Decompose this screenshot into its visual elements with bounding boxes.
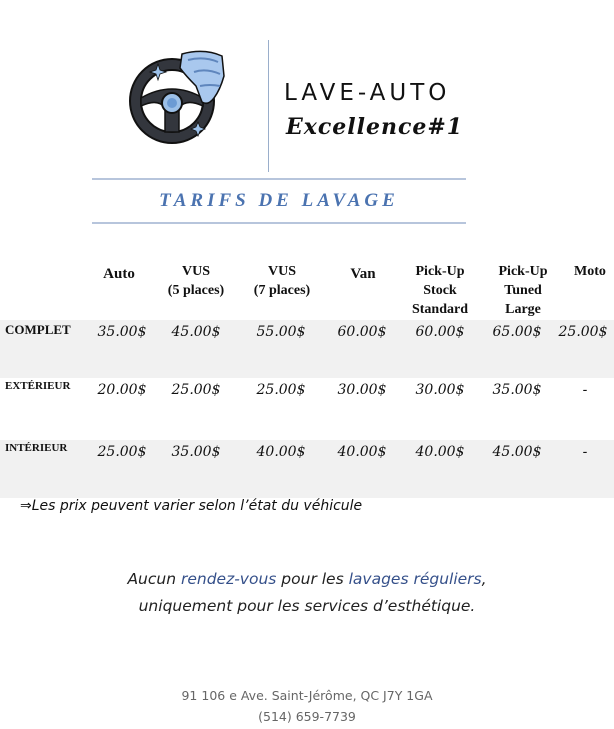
address-phone: (514) 659-7739: [258, 709, 356, 724]
col-header-vus7: VUS (7 places): [253, 264, 311, 298]
appointment-message: [100, 566, 514, 620]
title-rule-bottom: [92, 222, 466, 224]
steering-wheel-logo: [124, 46, 226, 148]
price-cell: 35.00$: [492, 382, 542, 398]
message-highlight-regular-washes: lavages réguliers: [348, 570, 482, 588]
price-cell: 65.00$: [492, 324, 542, 340]
message-highlight-appointment: rendez-vous: [180, 570, 277, 588]
message-text: Aucun: [127, 570, 181, 588]
col-header-van: Van: [350, 266, 376, 282]
price-cell: 40.00$: [337, 444, 387, 460]
price-cell: 35.00$: [97, 324, 147, 340]
row-label-exterieur: EXTÉRIEUR: [5, 380, 71, 392]
price-cell: 40.00$: [415, 444, 465, 460]
price-cell: 35.00$: [171, 444, 221, 460]
price-cell: 25.00$: [171, 382, 221, 398]
price-cell: -: [582, 444, 588, 460]
col-header-vus5: VUS (5 places): [167, 264, 225, 298]
price-cell: -: [582, 382, 588, 398]
price-cell: 45.00$: [171, 324, 221, 340]
col-header-pickup-tuned: Pick-Up Tuned Large: [498, 264, 548, 317]
price-cell: 60.00$: [415, 324, 465, 340]
brand-name: LAVE-AUTO: [284, 80, 451, 106]
row-label-complet: COMPLET: [5, 322, 71, 337]
message-text: pour les: [276, 570, 349, 588]
price-cell: 55.00$: [256, 324, 306, 340]
address-street: 91 106 e Ave. Saint-Jérôme, QC J7Y 1GA: [181, 688, 433, 703]
price-cell: 30.00$: [337, 382, 387, 398]
col-header-moto: Moto: [574, 264, 606, 279]
price-cell: 25.00$: [97, 444, 147, 460]
price-variation-note: ⇒Les prix peuvent varier selon l’état du véhicule: [20, 498, 363, 514]
brand-tagline: Excellence#1: [286, 114, 464, 140]
price-cell: 20.00$: [97, 382, 147, 398]
message-text: , uniquement pour les services d’esthétique.: [138, 570, 487, 615]
section-title: TARIFS DE LAVAGE: [159, 190, 399, 211]
price-cell: 25.00$: [256, 382, 306, 398]
price-cell: 60.00$: [337, 324, 387, 340]
price-cell: 25.00$: [558, 324, 608, 340]
col-header-pickup-stock: Pick-Up Stock Standard: [411, 264, 469, 317]
title-rule-top: [92, 178, 466, 180]
price-cell: 30.00$: [415, 382, 465, 398]
price-cell: 40.00$: [256, 444, 306, 460]
price-cell: 45.00$: [492, 444, 542, 460]
row-label-interieur: INTÉRIEUR: [5, 442, 68, 454]
col-header-auto: Auto: [103, 266, 135, 282]
logo-divider: [268, 40, 269, 172]
